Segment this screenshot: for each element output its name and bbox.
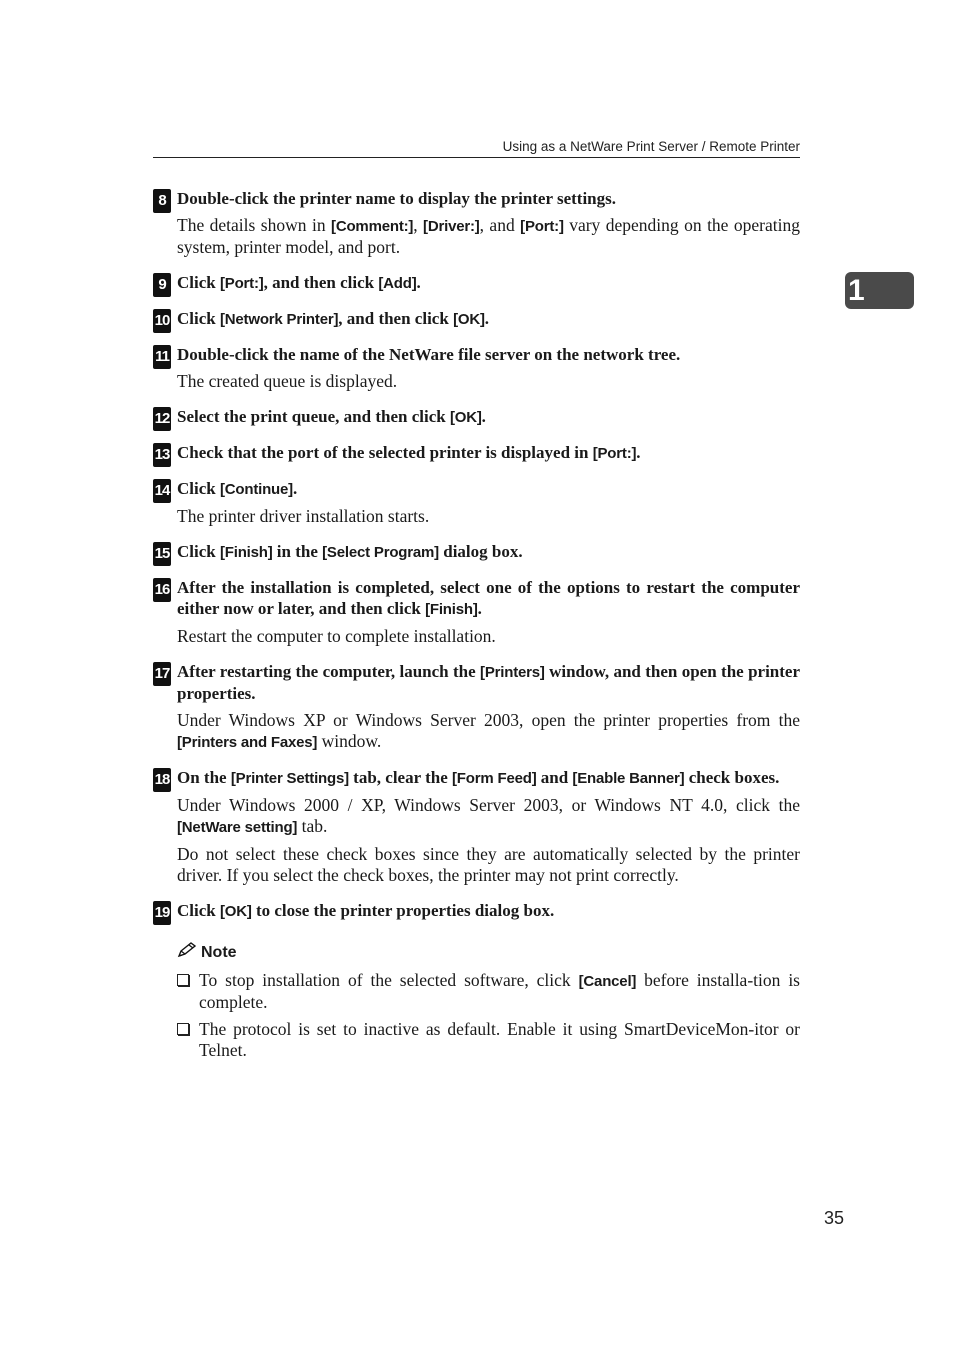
- step-body: Restart the computer to complete installation.: [177, 626, 496, 646]
- ui-label: [Finish]: [425, 601, 478, 618]
- step-number-badge: 12: [153, 407, 171, 431]
- step-body: Do not select these check boxes since they are automatically selected by the printer driver. If you select the check boxes, the printer may not print correctly.: [177, 844, 800, 885]
- ui-label: [Printer Settings]: [230, 770, 349, 787]
- step-title: After restarting the computer, launch the [Printers] window, and then open the printer properties.: [177, 662, 800, 703]
- pencil-icon: [177, 942, 197, 964]
- step-number-badge: 13: [153, 443, 171, 467]
- ui-label: [Enable Banner]: [572, 770, 685, 787]
- ui-label: [Driver:]: [423, 218, 480, 235]
- ui-label: [Cancel]: [578, 973, 637, 990]
- step-number-badge: 18: [153, 768, 171, 792]
- step-title: Click [Continue].: [177, 479, 298, 498]
- step-19: [153, 900, 800, 922]
- step-number-badge: 9: [153, 273, 171, 297]
- ui-label: [Finish]: [219, 544, 273, 561]
- ui-label: [Continue]: [219, 481, 293, 498]
- ui-label: [Printers]: [480, 664, 545, 681]
- note-list: [177, 970, 800, 1061]
- step-9: [153, 272, 800, 294]
- ui-label: [Add]: [378, 275, 417, 292]
- step-16: [153, 577, 800, 647]
- step-number-badge: 15: [153, 542, 171, 566]
- note-item: The protocol is set to inactive as default. Enable it using SmartDeviceMon-itor or Telnet.: [177, 1019, 800, 1061]
- step-number-badge: 17: [153, 662, 171, 686]
- step-17: [153, 661, 800, 753]
- step-title: Click [OK] to close the printer properties dialog box.: [177, 901, 555, 920]
- step-title: Check that the port of the selected printer is displayed in [Port:].: [177, 443, 641, 462]
- step-11: [153, 344, 800, 392]
- step-number-badge: 10: [153, 309, 171, 333]
- running-header: Using as a NetWare Print Server / Remote Printer: [153, 139, 800, 158]
- step-number-badge: 19: [153, 901, 171, 925]
- ui-label: [Select Program]: [322, 544, 439, 561]
- step-title: Select the print queue, and then click [OK].: [177, 407, 486, 426]
- step-title: Double-click the printer name to display the printer settings.: [177, 189, 616, 208]
- ui-label: [Comment:]: [331, 218, 414, 235]
- step-15: [153, 541, 800, 563]
- ui-label: [OK]: [449, 409, 482, 426]
- step-14: [153, 478, 800, 527]
- ui-label: [OK]: [453, 311, 485, 328]
- step-18: [153, 767, 800, 886]
- ui-label: [Port:]: [219, 275, 264, 292]
- ui-label: [Printers and Faxes]: [177, 734, 318, 751]
- step-title: Click [Port:], and then click [Add].: [177, 273, 421, 292]
- note-item: To stop installation of the selected software, click [Cancel] before installa-tion is complete.: [177, 970, 800, 1013]
- step-number-badge: 8: [153, 189, 171, 213]
- step-title: Double-click the name of the NetWare file server on the network tree.: [177, 345, 681, 364]
- step-title: Click [Finish] in the [Select Program] dialog box.: [177, 542, 523, 561]
- step-number-badge: 16: [153, 578, 171, 602]
- page-content: [153, 188, 800, 1061]
- step-list: [153, 188, 800, 922]
- ui-label: [Port:]: [520, 218, 564, 235]
- chapter-tab: 1: [845, 272, 914, 309]
- step-body: Under Windows XP or Windows Server 2003, open the printer properties from the [Printers and Faxes] window.: [177, 710, 800, 751]
- step-13: [153, 442, 800, 464]
- note-title: Note: [201, 944, 237, 961]
- step-title: On the [Printer Settings] tab, clear the [Form Feed] and [Enable Banner] check boxes.: [177, 768, 780, 787]
- note-heading: [177, 942, 800, 964]
- step-body: Under Windows 2000 / XP, Windows Server 2003, or Windows NT 4.0, click the [NetWare setting] tab.: [177, 795, 800, 836]
- ui-label: [Network Printer]: [219, 311, 339, 328]
- step-8: [153, 188, 800, 258]
- ui-label: [NetWare setting]: [177, 819, 298, 836]
- ui-label: [Port:]: [592, 445, 637, 462]
- step-body: The created queue is displayed.: [177, 371, 398, 391]
- checkbox-bullet-icon: [177, 1023, 189, 1035]
- ui-label: [OK]: [219, 903, 252, 920]
- step-title: After the installation is completed, select one of the options to restart the computer either now or later, and then click [Finish].: [177, 578, 800, 618]
- ui-label: [Form Feed]: [452, 770, 537, 787]
- step-10: [153, 308, 800, 330]
- step-body: The details shown in [Comment:], [Driver:], and [Port:] vary depending on the operating system, printer model, and port.: [177, 215, 800, 257]
- page-number: 35: [824, 1208, 845, 1228]
- step-title: Click [Network Printer], and then click [OK].: [177, 309, 490, 328]
- step-12: [153, 406, 800, 428]
- step-body: The printer driver installation starts.: [177, 506, 430, 526]
- step-number-badge: 14: [153, 479, 171, 503]
- note-section: [153, 942, 800, 1061]
- checkbox-bullet-icon: [177, 974, 189, 986]
- step-number-badge: 11: [153, 345, 171, 369]
